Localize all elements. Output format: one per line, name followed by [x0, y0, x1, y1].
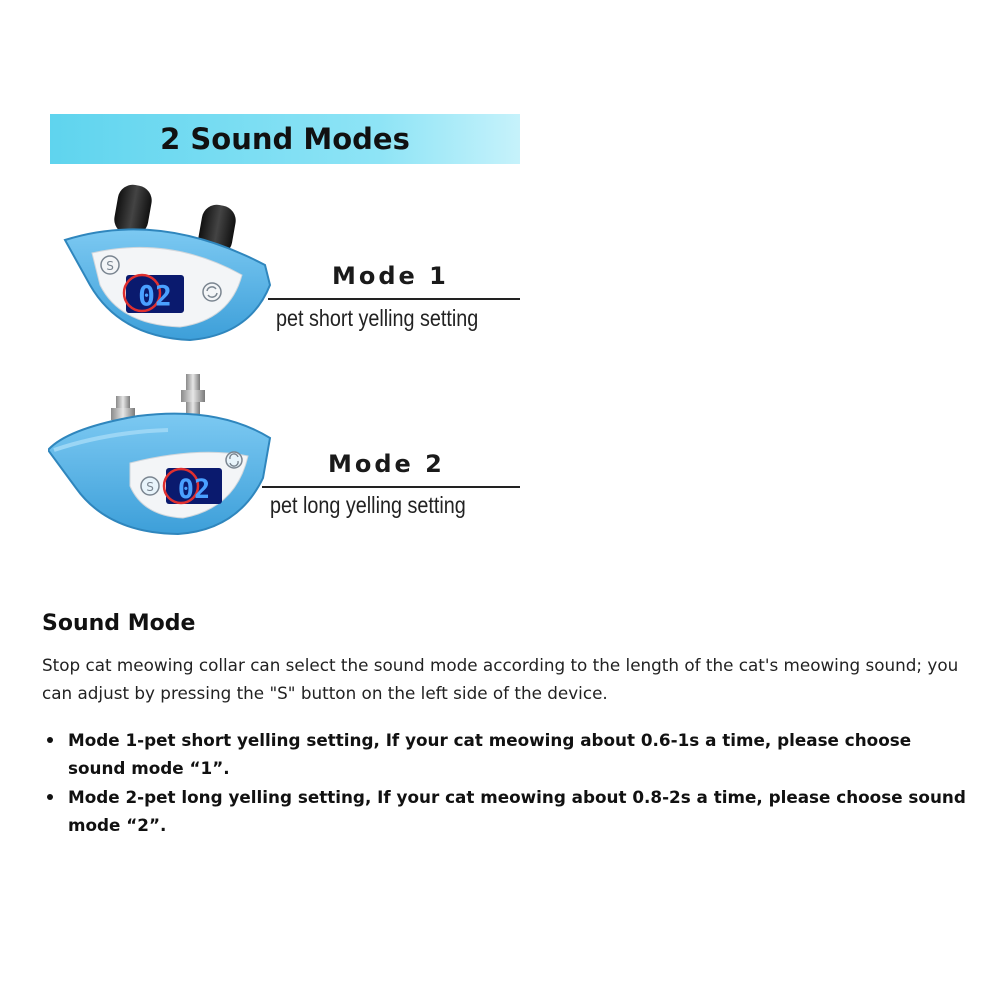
mode-1-divider	[268, 298, 520, 300]
cycle-icon-2	[226, 452, 242, 468]
list-item-text: Mode 1-pet short yelling setting, If your cat meowing about 0.6-1s a time, please choose sound mode “1”.	[68, 730, 912, 778]
section-heading: Sound Mode	[42, 611, 196, 636]
list-item-text: Mode 2-pet long yelling setting, If your cat meowing about 0.8-2s a time, please choose sound mode “2”.	[68, 787, 966, 835]
mode-bullet-list	[42, 726, 972, 840]
list-item	[42, 783, 972, 839]
svg-text:02: 02	[177, 474, 211, 505]
svg-text:S: S	[106, 259, 114, 273]
mode-2-description: pet long yelling setting	[270, 492, 466, 518]
sound-modes-banner	[50, 114, 520, 164]
mode-1-label: Mode 1	[332, 262, 449, 290]
s-button-icon-2	[141, 477, 159, 495]
digital-display	[124, 275, 184, 313]
digital-display-2	[164, 468, 222, 505]
mode-2-divider	[262, 486, 520, 488]
bullet-dot-icon	[47, 737, 53, 743]
section-paragraph: Stop cat meowing collar can select the sound mode according to the length of the cat's meowing sound; you can adjust by pressing the "S" button on the left side of the device.	[42, 655, 959, 703]
svg-text:02: 02	[138, 279, 172, 312]
collar-device-mode-1	[60, 175, 280, 345]
svg-text:S: S	[146, 480, 154, 494]
list-item	[42, 726, 972, 782]
mode-2-label: Mode 2	[328, 450, 445, 478]
collar-device-mode-2	[48, 368, 276, 538]
banner-title: 2 Sound Modes	[160, 122, 410, 156]
mode-1-description: pet short yelling setting	[276, 305, 479, 331]
bullet-dot-icon	[47, 794, 53, 800]
